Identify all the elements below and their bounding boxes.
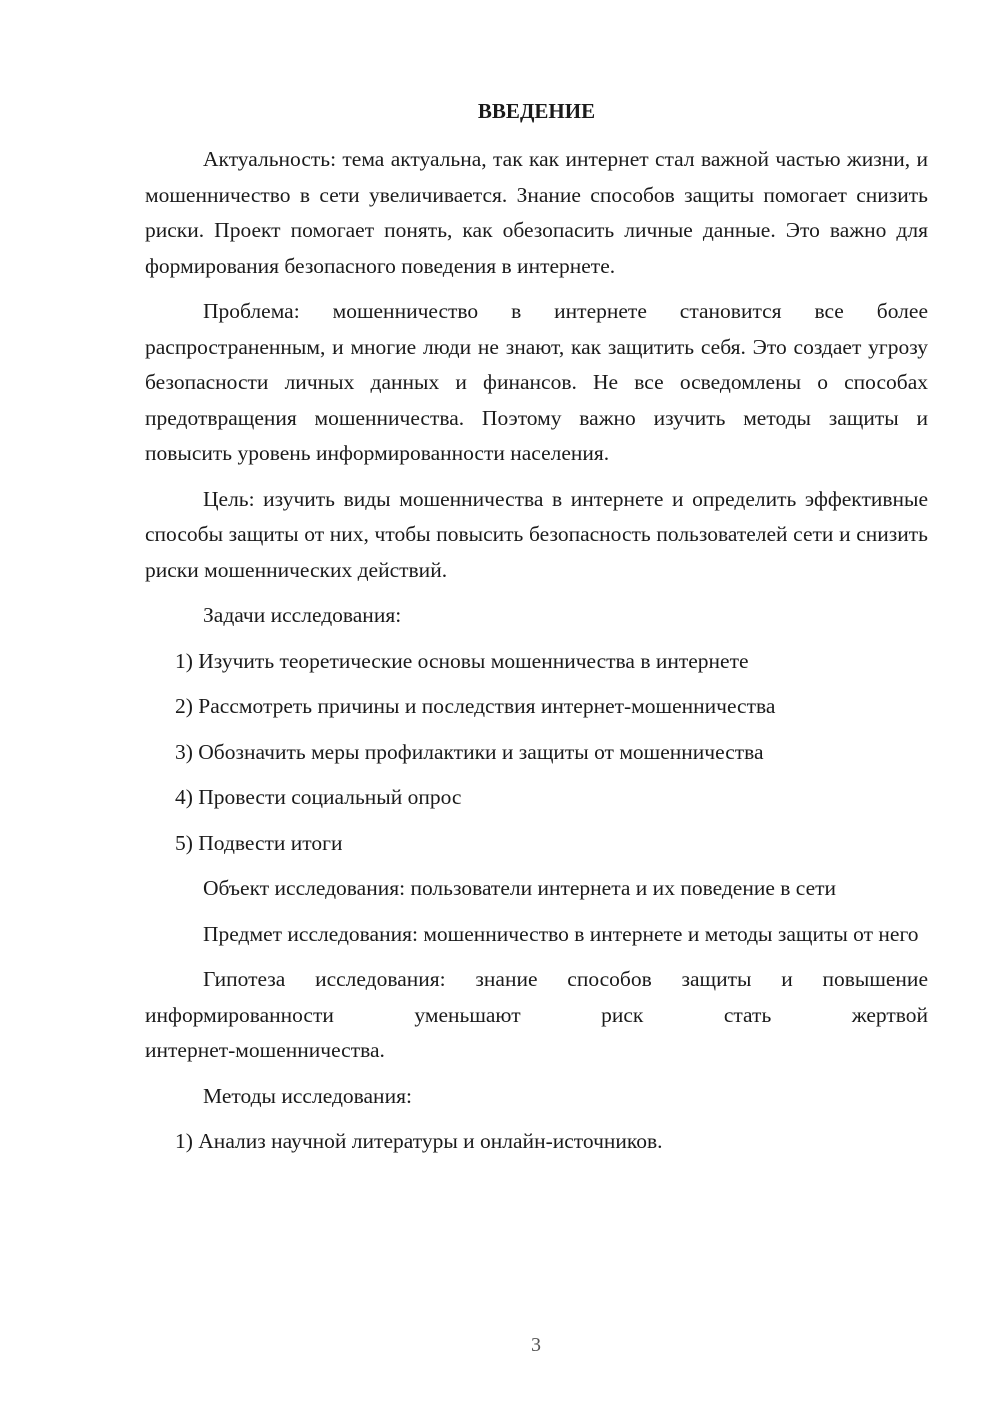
page-content	[145, 96, 928, 1170]
task-item: 1) Изучить теоретические основы мошенничества в интернете	[175, 648, 749, 673]
goal-paragraph: Цель: изучить виды мошенничества в интернете и определить эффективные способы защиты от них, чтобы повысить безопасность пользователей сети и снизить риски мошеннических действий.	[145, 486, 928, 582]
section-heading: ВВЕДЕНИЕ	[477, 99, 596, 123]
task-item: 3) Обозначить меры профилактики и защиты от мошенничества	[175, 739, 764, 764]
relevance-paragraph: Актуальность: тема актуальна, так как интернет стал важной частью жизни, и мошенничество в сети увеличивается. Знание способов защиты помогает снизить риски. Проект помогает понять, как обезопасить личные данные. Это важно для формирования безопасного поведения в интернете.	[145, 147, 928, 278]
method-item: 1) Анализ научной литературы и онлайн-источников.	[175, 1129, 663, 1153]
methods-title: Методы исследования:	[203, 1083, 412, 1108]
hypothesis-paragraph	[145, 962, 928, 1069]
hypothesis-line: Гипотеза исследования: знание способов защиты и повышение	[203, 967, 928, 991]
object-paragraph: Объект исследования: пользователи интернета и их поведение в сети	[203, 876, 837, 900]
problem-paragraph: Проблема: мошенничество в интернете становится все более распространенным, и многие люди не знают, как защитить себя. Это создает угрозу безопасности личных данных и финансов. Не все осведомлены о способах предотвращения мошенничества. Поэтому важно изучить методы защиты и повысить уровень информированности населения.	[145, 299, 928, 465]
task-item: 2) Рассмотреть причины и последствия интернет-мошенничества	[175, 694, 776, 718]
methods-list	[145, 1124, 928, 1160]
task-item: 4) Провести социальный опрос	[175, 785, 462, 809]
task-item: 5) Подвести итоги	[175, 830, 343, 855]
hypothesis-line: информированности уменьшают риск стать жертвой	[145, 1002, 928, 1027]
tasks-title: Задачи исследования:	[203, 603, 402, 627]
tasks-list	[145, 644, 928, 862]
subject-paragraph: Предмет исследования: мошенничество в интернете и методы защиты от него	[203, 921, 919, 946]
page-number: 3	[531, 1334, 541, 1356]
hypothesis-line: интернет-мошенничества.	[145, 1038, 385, 1062]
